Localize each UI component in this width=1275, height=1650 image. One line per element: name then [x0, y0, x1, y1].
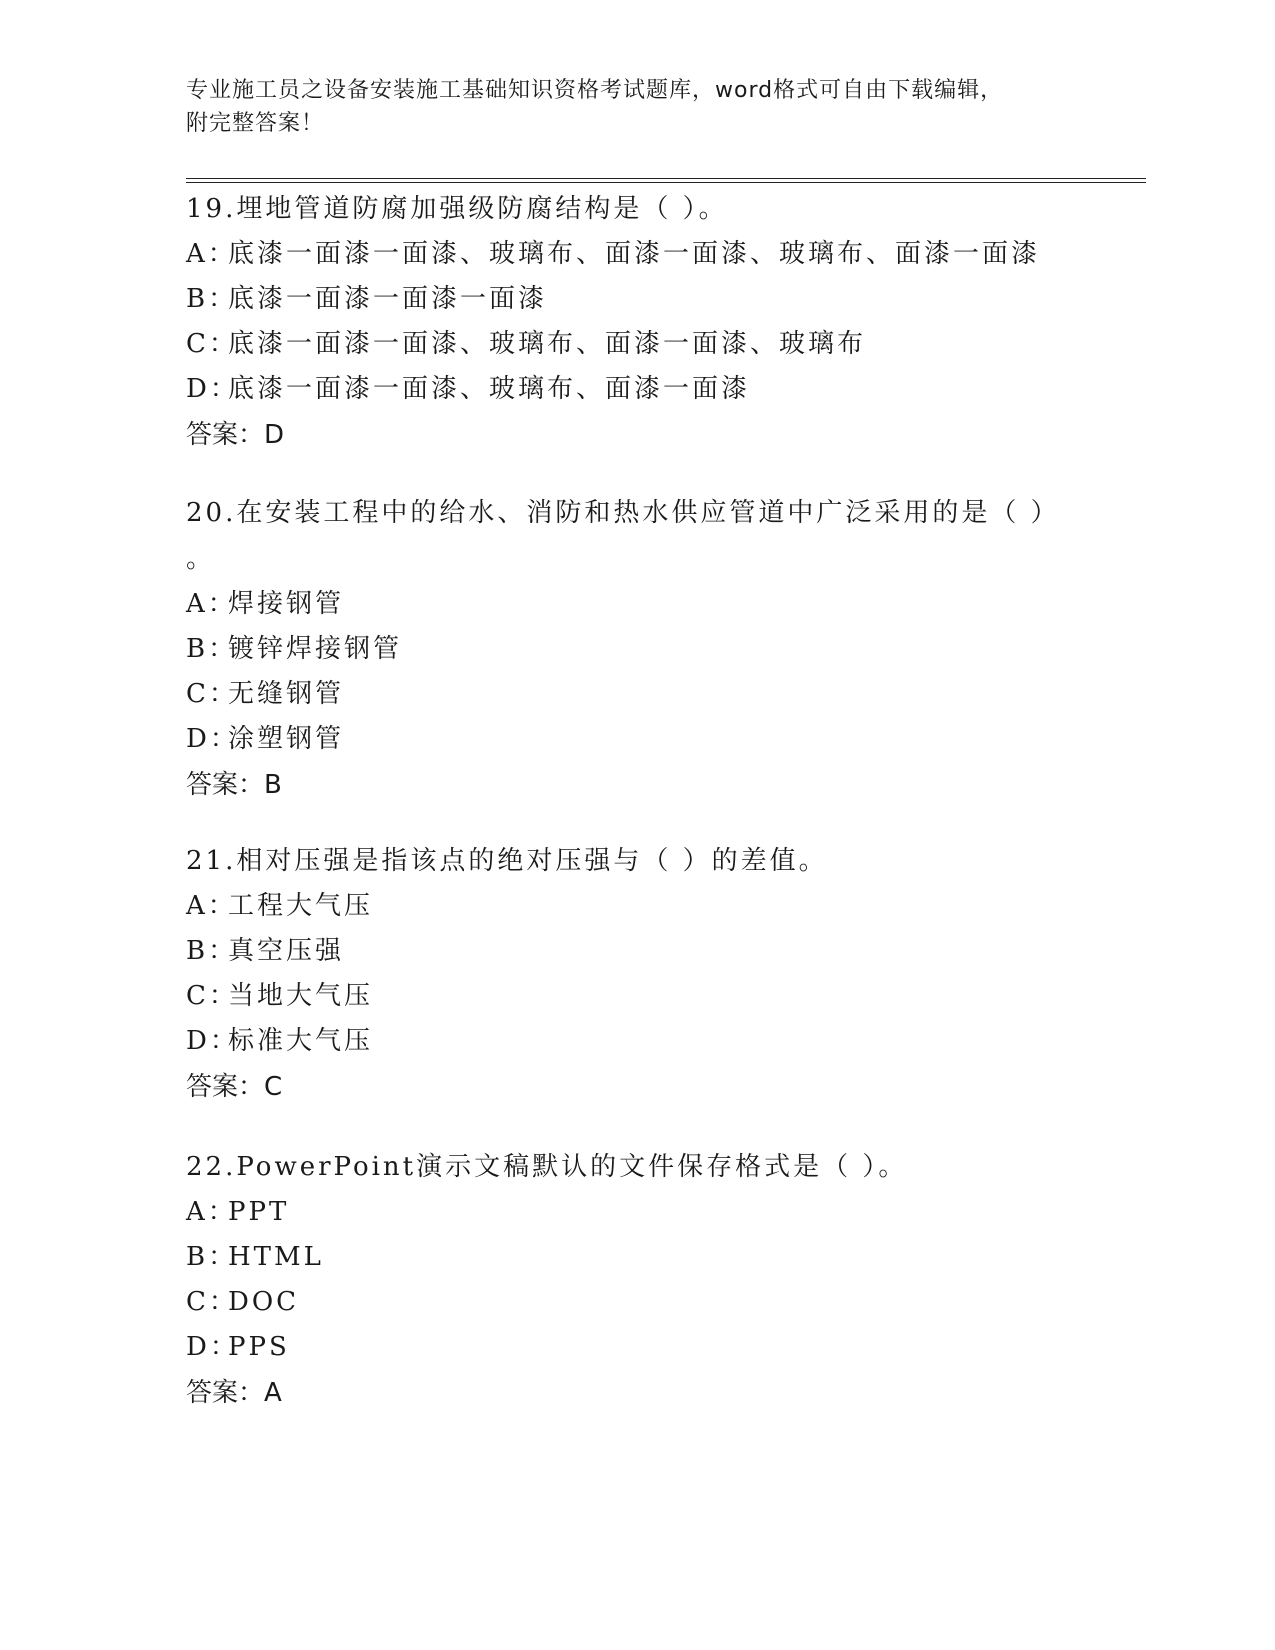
answer-value: A [264, 1378, 282, 1408]
option-d [186, 367, 1056, 412]
answer-label: 答案： [186, 770, 265, 800]
question-19 [186, 186, 1056, 458]
option-letter: B： [186, 284, 238, 314]
option-letter: A： [186, 589, 237, 619]
question-stem-continuation: 。 [186, 544, 216, 574]
option-letter: D： [186, 1332, 239, 1362]
answer-value: D [264, 420, 285, 450]
option-a [186, 884, 1056, 929]
answer-label: 答案： [186, 1072, 265, 1102]
option-letter: B： [186, 1242, 238, 1272]
answer-value: C [264, 1072, 283, 1102]
option-a [186, 582, 1056, 627]
option-letter: C： [186, 679, 238, 709]
document-header [186, 74, 1086, 140]
answer-line [186, 412, 1056, 458]
option-letter: C： [186, 329, 238, 359]
question-stem: 22.PowerPoint演示文稿默认的文件保存格式是（ ）。 [186, 1152, 908, 1182]
option-text: DOC [228, 1287, 300, 1317]
header-line-2: 附完整答案！ [186, 111, 325, 136]
option-c [186, 672, 1056, 717]
question-22 [186, 1144, 1056, 1416]
option-text: 底漆一面漆一面漆、玻璃布、面漆一面漆、玻璃布、面漆一面漆 [228, 239, 1041, 269]
option-b [186, 627, 1056, 672]
option-text: 涂塑钢管 [228, 724, 345, 754]
header-divider-top [186, 178, 1146, 179]
option-text: HTML [228, 1242, 324, 1272]
option-b [186, 277, 1056, 322]
option-text: 无缝钢管 [228, 679, 345, 709]
option-letter: A： [186, 891, 237, 921]
option-letter: A： [186, 1197, 237, 1227]
question-stem: 19.埋地管道防腐加强级防腐结构是（ ）。 [186, 194, 728, 224]
answer-label: 答案： [186, 420, 265, 450]
option-letter: B： [186, 634, 238, 664]
question-20 [186, 490, 1060, 808]
question-stem: 20.在安装工程中的给水、消防和热水供应管道中广泛采用的是（ ） [186, 498, 1060, 528]
option-c [186, 322, 1056, 367]
answer-line [186, 762, 1056, 808]
option-text: 焊接钢管 [228, 589, 345, 619]
option-text: 当地大气压 [228, 981, 374, 1011]
option-letter: C： [186, 1287, 238, 1317]
option-d [186, 1325, 1056, 1370]
option-letter: A： [186, 239, 237, 269]
answer-line [186, 1064, 1056, 1110]
option-c [186, 974, 1056, 1019]
option-letter: D： [186, 1026, 239, 1056]
option-c [186, 1280, 1056, 1325]
header-divider-bottom [186, 182, 1146, 183]
question-21 [186, 838, 1056, 1110]
option-b [186, 1235, 1056, 1280]
option-text: 底漆一面漆一面漆、玻璃布、面漆一面漆、玻璃布 [228, 329, 867, 359]
option-text: 真空压强 [228, 936, 345, 966]
question-stem: 21.相对压强是指该点的绝对压强与（ ）的差值。 [186, 846, 828, 876]
option-letter: D： [186, 374, 239, 404]
option-letter: C： [186, 981, 238, 1011]
option-text: 标准大气压 [228, 1026, 374, 1056]
option-text: PPT [228, 1197, 290, 1227]
option-text: 镀锌焊接钢管 [228, 634, 403, 664]
answer-label: 答案： [186, 1378, 265, 1408]
header-line-1: 专业施工员之设备安装施工基础知识资格考试题库，word格式可自由下载编辑， [186, 78, 1004, 103]
option-text: PPS [228, 1332, 290, 1362]
option-d [186, 1019, 1056, 1064]
option-letter: D： [186, 724, 239, 754]
option-text: 工程大气压 [228, 891, 374, 921]
option-d [186, 717, 1056, 762]
option-a [186, 232, 1056, 277]
answer-value: B [264, 770, 282, 800]
option-a [186, 1190, 1056, 1235]
option-b [186, 929, 1056, 974]
option-text: 底漆一面漆一面漆一面漆 [228, 284, 548, 314]
answer-line [186, 1370, 1056, 1416]
option-text: 底漆一面漆一面漆、玻璃布、面漆一面漆 [228, 374, 751, 404]
option-letter: B： [186, 936, 238, 966]
